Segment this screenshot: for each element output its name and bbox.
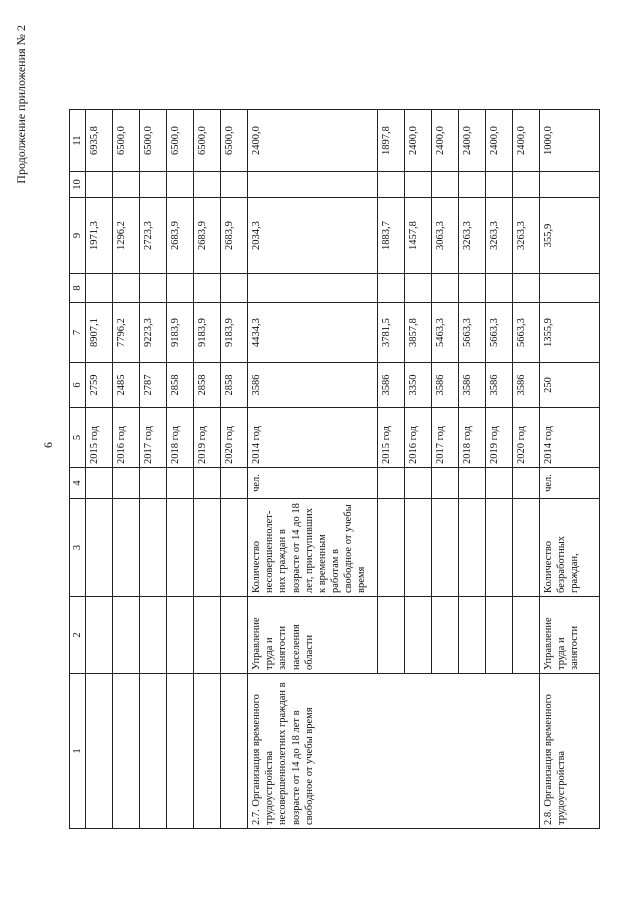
cell-c2 (221, 597, 248, 674)
table-body (86, 110, 600, 829)
cell-c5: 2019 год (194, 408, 221, 468)
cell-c4 (459, 468, 486, 499)
cell-c4 (113, 468, 140, 499)
cell-c10 (405, 172, 432, 198)
cell-c8 (86, 274, 113, 303)
cell-c5: 2017 год (432, 408, 459, 468)
col-header: 7 (70, 303, 86, 363)
cell-c1 (167, 674, 194, 829)
cell-c9: 1296,2 (113, 198, 140, 274)
program-table (69, 109, 600, 829)
cell-c7: 1355,9 (540, 303, 600, 363)
cell-c5: 2015 год (378, 408, 405, 468)
table-header-row (70, 110, 86, 829)
cell-c10 (486, 172, 513, 198)
cell-c2 (459, 597, 486, 674)
cell-c9: 2723,3 (140, 198, 167, 274)
col-header: 4 (70, 468, 86, 499)
cell-c6: 3586 (486, 363, 513, 408)
col-header: 10 (70, 172, 86, 198)
cell-c9: 2683,9 (167, 198, 194, 274)
cell-c3 (140, 499, 167, 597)
cell-c10 (248, 172, 378, 198)
cell-c3 (378, 499, 405, 597)
cell-c7: 9183,9 (221, 303, 248, 363)
cell-c7: 9183,9 (194, 303, 221, 363)
cell-c6: 2485 (113, 363, 140, 408)
cell-c4 (194, 468, 221, 499)
cell-c7: 4434,3 (248, 303, 378, 363)
cell-c11: 2400,0 (486, 110, 513, 172)
cell-c8 (405, 274, 432, 303)
cell-c11: 2400,0 (432, 110, 459, 172)
cell-c2 (378, 597, 405, 674)
cell-c9: 3263,3 (459, 198, 486, 274)
cell-c8 (432, 274, 459, 303)
cell-c8 (513, 274, 540, 303)
cell-c5: 2014 год (540, 408, 600, 468)
executor-2-7: Управление труда и занятости населения области (248, 597, 378, 674)
executor-2-8: Управление труда и занятости (540, 597, 600, 674)
cell-c1 (86, 674, 113, 829)
cell-c2 (113, 597, 140, 674)
cell-c10 (86, 172, 113, 198)
cell-c10 (432, 172, 459, 198)
cell-c4 (140, 468, 167, 499)
cell-c4 (405, 468, 432, 499)
cell-c3 (221, 499, 248, 597)
cell-c10 (378, 172, 405, 198)
table-row (140, 110, 167, 829)
cell-c4 (432, 468, 459, 499)
cell-c8 (113, 274, 140, 303)
cell-c10 (167, 172, 194, 198)
cell-c3 (167, 499, 194, 597)
cell-c2 (86, 597, 113, 674)
cell-c3 (432, 499, 459, 597)
cell-c9: 2683,9 (194, 198, 221, 274)
cell-c6: 2759 (86, 363, 113, 408)
table-row (113, 110, 140, 829)
cell-c8 (459, 274, 486, 303)
cell-c9: 1457,8 (405, 198, 432, 274)
cell-c8 (140, 274, 167, 303)
cell-c6: 3586 (432, 363, 459, 408)
cell-c9: 3263,3 (513, 198, 540, 274)
measure-2-7: 2.7. Организация временного трудоустройства несовершеннолетних граждан в возрасте от 14 до 18 лет в свободное от учебы время (248, 674, 540, 829)
cell-c7: 7796,2 (113, 303, 140, 363)
measure-2-8: 2.8. Организация временного трудоустройства (540, 674, 600, 829)
cell-c8 (221, 274, 248, 303)
col-header: 9 (70, 198, 86, 274)
cell-c1 (140, 674, 167, 829)
cell-c6: 3586 (378, 363, 405, 408)
cell-c7: 9223,3 (140, 303, 167, 363)
cell-c6: 2858 (194, 363, 221, 408)
cell-c2 (432, 597, 459, 674)
cell-c9: 1883,7 (378, 198, 405, 274)
col-header: 11 (70, 110, 86, 172)
cell-c7: 5663,3 (486, 303, 513, 363)
cell-c9: 1971,3 (86, 198, 113, 274)
cell-c4 (378, 468, 405, 499)
cell-c5: 2018 год (167, 408, 194, 468)
indicator-2-7: Количество несовершеннолет-них граждан в возрасте от 14 до 18 лет, приступивших к временным работам в свободное от учебы время (248, 499, 378, 597)
cell-c10 (540, 172, 600, 198)
cell-c4 (221, 468, 248, 499)
cell-c3 (513, 499, 540, 597)
cell-c6: 3350 (405, 363, 432, 408)
appendix-caption: Продолжение приложения № 2 (14, 25, 28, 184)
cell-c7: 3857,8 (405, 303, 432, 363)
cell-c5: 2016 год (113, 408, 140, 468)
cell-c11: 1897,8 (378, 110, 405, 172)
cell-c9: 3263,3 (486, 198, 513, 274)
cell-c9: 355,9 (540, 198, 600, 274)
cell-c6: 2787 (140, 363, 167, 408)
cell-c11: 6500,0 (167, 110, 194, 172)
document-page (0, 5, 640, 845)
cell-c8 (486, 274, 513, 303)
col-header: 1 (70, 674, 86, 829)
cell-c10 (221, 172, 248, 198)
cell-c6: 250 (540, 363, 600, 408)
cell-c10 (513, 172, 540, 198)
cell-c9: 3063,3 (432, 198, 459, 274)
cell-c5: 2017 год (140, 408, 167, 468)
cell-c6: 3586 (248, 363, 378, 408)
cell-c7: 5463,3 (432, 303, 459, 363)
cell-c7: 3781,5 (378, 303, 405, 363)
cell-c11: 2400,0 (513, 110, 540, 172)
cell-c9: 2034,3 (248, 198, 378, 274)
cell-c3 (86, 499, 113, 597)
cell-c3 (405, 499, 432, 597)
table-row (167, 110, 194, 829)
cell-c8 (248, 274, 378, 303)
cell-c8 (540, 274, 600, 303)
cell-c10 (194, 172, 221, 198)
cell-c11: 2400,0 (459, 110, 486, 172)
cell-c3 (194, 499, 221, 597)
cell-c4 (167, 468, 194, 499)
cell-c11: 1000,0 (540, 110, 600, 172)
col-header: 2 (70, 597, 86, 674)
cell-c11: 6500,0 (140, 110, 167, 172)
cell-c4 (486, 468, 513, 499)
cell-c5: 2018 год (459, 408, 486, 468)
indicator-2-8: Количество безработных граждан, (540, 499, 600, 597)
cell-c2 (167, 597, 194, 674)
cell-c6: 3586 (513, 363, 540, 408)
table-row (221, 110, 248, 829)
cell-c7: 9183,9 (167, 303, 194, 363)
col-header: 8 (70, 274, 86, 303)
cell-c5: 2016 год (405, 408, 432, 468)
cell-c3 (113, 499, 140, 597)
cell-c11: 6500,0 (194, 110, 221, 172)
cell-c2 (513, 597, 540, 674)
cell-c8 (167, 274, 194, 303)
table-row (248, 110, 378, 829)
cell-c6: 3586 (459, 363, 486, 408)
unit-2-7: чел. (248, 468, 378, 499)
cell-c11: 2400,0 (405, 110, 432, 172)
col-header: 6 (70, 363, 86, 408)
cell-c5: 2015 год (86, 408, 113, 468)
cell-c5: 2020 год (221, 408, 248, 468)
cell-c5: 2020 год (513, 408, 540, 468)
table-row (86, 110, 113, 829)
cell-c1 (113, 674, 140, 829)
cell-c11: 2400,0 (248, 110, 378, 172)
table-row (540, 110, 600, 829)
cell-c1 (221, 674, 248, 829)
table-row (194, 110, 221, 829)
cell-c7: 8907,1 (86, 303, 113, 363)
cell-c2 (194, 597, 221, 674)
cell-c10 (140, 172, 167, 198)
cell-c7: 5663,3 (513, 303, 540, 363)
cell-c2 (140, 597, 167, 674)
cell-c3 (486, 499, 513, 597)
cell-c10 (113, 172, 140, 198)
cell-c11: 6500,0 (221, 110, 248, 172)
cell-c8 (194, 274, 221, 303)
cell-c6: 2858 (221, 363, 248, 408)
cell-c4 (513, 468, 540, 499)
col-header: 5 (70, 408, 86, 468)
cell-c5: 2014 год (248, 408, 378, 468)
cell-c11: 6935,8 (86, 110, 113, 172)
cell-c8 (378, 274, 405, 303)
page-number: 6 (41, 442, 55, 448)
cell-c9: 2683,9 (221, 198, 248, 274)
cell-c3 (459, 499, 486, 597)
col-header: 3 (70, 499, 86, 597)
cell-c6: 2858 (167, 363, 194, 408)
cell-c4 (86, 468, 113, 499)
unit-2-8: чел. (540, 468, 600, 499)
cell-c1 (194, 674, 221, 829)
cell-c5: 2019 год (486, 408, 513, 468)
cell-c2 (405, 597, 432, 674)
cell-c2 (486, 597, 513, 674)
cell-c7: 5663,3 (459, 303, 486, 363)
cell-c10 (459, 172, 486, 198)
cell-c11: 6500,0 (113, 110, 140, 172)
